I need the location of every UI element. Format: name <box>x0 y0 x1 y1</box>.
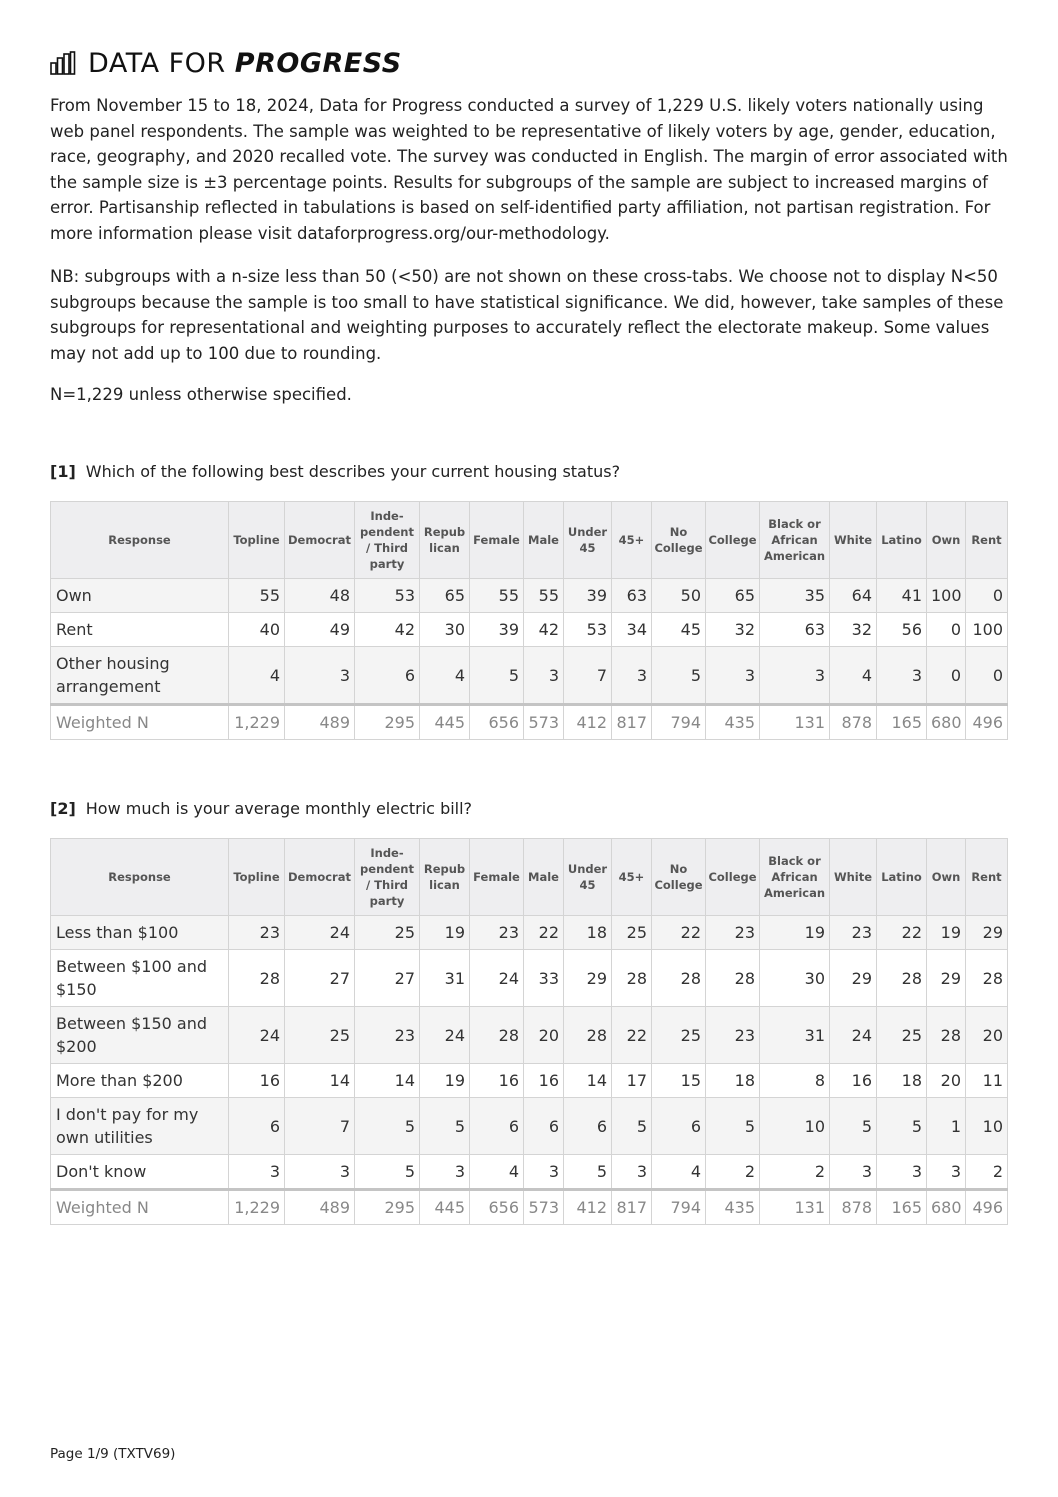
table-row <box>51 950 1008 1007</box>
table-row <box>51 647 1008 705</box>
table-cell: 7 <box>285 1098 355 1155</box>
table-cell: 64 <box>830 579 877 613</box>
table-cell: 42 <box>355 613 420 647</box>
table-cell: 445 <box>420 1190 470 1225</box>
table-cell: 5 <box>420 1098 470 1155</box>
table-cell: 28 <box>612 950 652 1007</box>
methodology-paragraph: From November 15 to 18, 2024, Data for Progress conducted a survey of 1,229 U.S. likely voters nationally using web panel respondents. The sample was weighted to be representative of likely voters by age, gender, education, race, geography, and 2020 recalled vote. The survey was conducted in English. The margin of error associated with the sample size is ±3 percentage points. Results for subgroups of the sample are subject to increased margins of error. Partisanship reflected in tabulations is based on self-identified party affiliation, not partisan registration. For more information please visit dataforprogress.org/our-methodology. <box>50 96 1008 243</box>
table-row <box>51 1064 1008 1098</box>
weighted-n-row <box>51 1190 1008 1225</box>
row-label: Other housing arrangement <box>51 647 229 705</box>
column-header: Latino <box>877 839 927 916</box>
table-cell: 27 <box>355 950 420 1007</box>
table-cell: 0 <box>927 647 966 705</box>
row-label: Rent <box>51 613 229 647</box>
table-cell: 4 <box>652 1155 706 1190</box>
table-cell: 878 <box>830 705 877 740</box>
row-label: Weighted N <box>51 705 229 740</box>
table-cell: 412 <box>564 705 612 740</box>
column-header: Female <box>470 502 524 579</box>
table-cell: 131 <box>760 1190 830 1225</box>
table-cell: 489 <box>285 1190 355 1225</box>
table-cell: 28 <box>706 950 760 1007</box>
table-cell: 3 <box>877 647 927 705</box>
table-cell: 5 <box>355 1155 420 1190</box>
table-cell: 24 <box>830 1007 877 1064</box>
table-cell: 656 <box>470 705 524 740</box>
table-cell: 3 <box>612 1155 652 1190</box>
table-cell: 65 <box>420 579 470 613</box>
table-cell: 4 <box>420 647 470 705</box>
table-cell: 15 <box>652 1064 706 1098</box>
table-cell: 35 <box>760 579 830 613</box>
table-cell: 34 <box>612 613 652 647</box>
table-cell: 19 <box>420 1064 470 1098</box>
table-cell: 29 <box>927 950 966 1007</box>
table-cell: 20 <box>966 1007 1008 1064</box>
table-cell: 6 <box>564 1098 612 1155</box>
table-cell: 10 <box>760 1098 830 1155</box>
weighted-n-row <box>51 705 1008 740</box>
table-cell: 817 <box>612 1190 652 1225</box>
row-label: Weighted N <box>51 1190 229 1225</box>
table-cell: 3 <box>524 1155 564 1190</box>
column-header: Inde-pendent / Third party <box>355 839 420 916</box>
table-cell: 817 <box>612 705 652 740</box>
table-cell: 50 <box>652 579 706 613</box>
table-cell: 3 <box>612 647 652 705</box>
table-cell: 100 <box>966 613 1008 647</box>
table-cell: 23 <box>706 1007 760 1064</box>
table-cell: 25 <box>652 1007 706 1064</box>
column-header: Female <box>470 839 524 916</box>
column-header: Topline <box>229 839 285 916</box>
table-cell: 16 <box>470 1064 524 1098</box>
table-cell: 55 <box>524 579 564 613</box>
column-header: Response <box>51 502 229 579</box>
column-header: Response <box>51 839 229 916</box>
table-cell: 55 <box>229 579 285 613</box>
table-cell: 24 <box>229 1007 285 1064</box>
table-cell: 45 <box>652 613 706 647</box>
column-header: No College <box>652 502 706 579</box>
table-cell: 18 <box>564 916 612 950</box>
brand-logo <box>50 48 402 78</box>
table-cell: 31 <box>760 1007 830 1064</box>
brand-name: DATA FOR PROGRESS <box>88 47 402 79</box>
table-cell: 496 <box>966 1190 1008 1225</box>
table-cell: 22 <box>524 916 564 950</box>
row-label: Don't know <box>51 1155 229 1190</box>
table-cell: 131 <box>760 705 830 740</box>
table-cell: 63 <box>612 579 652 613</box>
column-header: Own <box>927 839 966 916</box>
table-cell: 25 <box>285 1007 355 1064</box>
table-row <box>51 1007 1008 1064</box>
table-cell: 55 <box>470 579 524 613</box>
column-header: Rent <box>966 502 1008 579</box>
column-header: Black or African American <box>760 839 830 916</box>
table-cell: 28 <box>966 950 1008 1007</box>
table-row <box>51 1155 1008 1190</box>
column-header: Latino <box>877 502 927 579</box>
table-cell: 63 <box>760 613 830 647</box>
table-cell: 5 <box>830 1098 877 1155</box>
column-header: Male <box>524 839 564 916</box>
table-cell: 165 <box>877 1190 927 1225</box>
table-cell: 20 <box>524 1007 564 1064</box>
table-cell: 25 <box>877 1007 927 1064</box>
table-cell: 22 <box>612 1007 652 1064</box>
question-2-title: [2] How much is your average monthly electric bill? <box>50 799 473 818</box>
table-cell: 23 <box>830 916 877 950</box>
table-cell: 878 <box>830 1190 877 1225</box>
table-cell: 3 <box>830 1155 877 1190</box>
table-cell: 4 <box>830 647 877 705</box>
table-cell: 295 <box>355 1190 420 1225</box>
column-header: No College <box>652 839 706 916</box>
table-cell: 31 <box>420 950 470 1007</box>
table-cell: 29 <box>564 950 612 1007</box>
table-cell: 28 <box>927 1007 966 1064</box>
table-cell: 28 <box>229 950 285 1007</box>
table-cell: 165 <box>877 705 927 740</box>
column-header: 45+ <box>612 839 652 916</box>
table-cell: 5 <box>612 1098 652 1155</box>
table-cell: 2 <box>706 1155 760 1190</box>
table-cell: 41 <box>877 579 927 613</box>
table-cell: 5 <box>470 647 524 705</box>
table-cell: 680 <box>927 1190 966 1225</box>
table-cell: 28 <box>652 950 706 1007</box>
row-label: I don't pay for my own utilities <box>51 1098 229 1155</box>
column-header: Repub lican <box>420 839 470 916</box>
table-cell: 29 <box>966 916 1008 950</box>
table-cell: 28 <box>877 950 927 1007</box>
row-label: Less than $100 <box>51 916 229 950</box>
table-cell: 3 <box>706 647 760 705</box>
table-cell: 23 <box>706 916 760 950</box>
table-row <box>51 916 1008 950</box>
row-label: Between $150 and $200 <box>51 1007 229 1064</box>
column-header: College <box>706 839 760 916</box>
row-label: More than $200 <box>51 1064 229 1098</box>
table-header-row <box>51 502 1008 579</box>
table-cell: 1 <box>927 1098 966 1155</box>
table-cell: 6 <box>229 1098 285 1155</box>
table-row <box>51 579 1008 613</box>
table-cell: 435 <box>706 1190 760 1225</box>
row-label: Own <box>51 579 229 613</box>
column-header: Topline <box>229 502 285 579</box>
table-cell: 16 <box>830 1064 877 1098</box>
table-cell: 65 <box>706 579 760 613</box>
table-cell: 656 <box>470 1190 524 1225</box>
column-header: Democrat <box>285 839 355 916</box>
table-cell: 32 <box>706 613 760 647</box>
table-cell: 23 <box>355 1007 420 1064</box>
table-cell: 6 <box>524 1098 564 1155</box>
table-cell: 0 <box>927 613 966 647</box>
table-cell: 23 <box>470 916 524 950</box>
column-header: Repub lican <box>420 502 470 579</box>
table-cell: 3 <box>229 1155 285 1190</box>
table-cell: 20 <box>927 1064 966 1098</box>
table-cell: 5 <box>355 1098 420 1155</box>
table-cell: 25 <box>355 916 420 950</box>
table-cell: 1,229 <box>229 1190 285 1225</box>
table-cell: 3 <box>524 647 564 705</box>
table-cell: 56 <box>877 613 927 647</box>
table-cell: 100 <box>927 579 966 613</box>
column-header: White <box>830 502 877 579</box>
table-cell: 3 <box>877 1155 927 1190</box>
table-cell: 18 <box>877 1064 927 1098</box>
table-cell: 49 <box>285 613 355 647</box>
table-header-row <box>51 839 1008 916</box>
table-cell: 412 <box>564 1190 612 1225</box>
table-cell: 794 <box>652 705 706 740</box>
table-cell: 53 <box>355 579 420 613</box>
table-cell: 2 <box>966 1155 1008 1190</box>
table-cell: 295 <box>355 705 420 740</box>
table-cell: 435 <box>706 705 760 740</box>
table-cell: 10 <box>966 1098 1008 1155</box>
table-cell: 16 <box>524 1064 564 1098</box>
table-cell: 573 <box>524 705 564 740</box>
table-cell: 5 <box>652 647 706 705</box>
table-cell: 30 <box>420 613 470 647</box>
table-cell: 53 <box>564 613 612 647</box>
table-cell: 8 <box>760 1064 830 1098</box>
table-cell: 3 <box>420 1155 470 1190</box>
table-cell: 5 <box>877 1098 927 1155</box>
table-cell: 0 <box>966 647 1008 705</box>
table-cell: 19 <box>927 916 966 950</box>
table-cell: 29 <box>830 950 877 1007</box>
column-header: Democrat <box>285 502 355 579</box>
table-cell: 19 <box>760 916 830 950</box>
table-cell: 24 <box>420 1007 470 1064</box>
table-cell: 28 <box>470 1007 524 1064</box>
table-cell: 489 <box>285 705 355 740</box>
column-header: Own <box>927 502 966 579</box>
table-cell: 2 <box>760 1155 830 1190</box>
bar-chart-logo-icon <box>50 51 76 75</box>
table-cell: 5 <box>706 1098 760 1155</box>
table-row <box>51 613 1008 647</box>
table-cell: 445 <box>420 705 470 740</box>
table-cell: 19 <box>420 916 470 950</box>
table-cell: 496 <box>966 705 1008 740</box>
table-cell: 573 <box>524 1190 564 1225</box>
table-cell: 24 <box>285 916 355 950</box>
table-cell: 794 <box>652 1190 706 1225</box>
column-header: Inde-pendent / Third party <box>355 502 420 579</box>
column-header: Under 45 <box>564 839 612 916</box>
table-cell: 3 <box>285 647 355 705</box>
table-cell: 14 <box>355 1064 420 1098</box>
crosstab-table-q2 <box>50 838 1008 1225</box>
table-cell: 24 <box>470 950 524 1007</box>
table-cell: 3 <box>927 1155 966 1190</box>
subgroup-note-paragraph: NB: subgroups with a n-size less than 50 (<50) are not shown on these cross-tabs. We choose not to display N<50 subgroups because the sample is too small to have statistical significance. We did, however, take samples of these subgroups for representational and weighting purposes to accurately reflect the electorate makeup. Some values may not add up to 100 due to rounding. <box>50 267 1004 363</box>
table-cell: 11 <box>966 1064 1008 1098</box>
table-cell: 40 <box>229 613 285 647</box>
table-cell: 32 <box>830 613 877 647</box>
column-header: College <box>706 502 760 579</box>
table-cell: 4 <box>229 647 285 705</box>
table-cell: 14 <box>285 1064 355 1098</box>
table-cell: 3 <box>285 1155 355 1190</box>
table-cell: 3 <box>760 647 830 705</box>
column-header: Male <box>524 502 564 579</box>
table-cell: 25 <box>612 916 652 950</box>
page-footer: Page 1/9 (TXTV69) <box>50 1446 176 1462</box>
table-cell: 39 <box>564 579 612 613</box>
table-cell: 22 <box>652 916 706 950</box>
column-header: Under 45 <box>564 502 612 579</box>
column-header: White <box>830 839 877 916</box>
table-row <box>51 1098 1008 1155</box>
table-cell: 42 <box>524 613 564 647</box>
table-cell: 28 <box>564 1007 612 1064</box>
table-cell: 33 <box>524 950 564 1007</box>
table-cell: 39 <box>470 613 524 647</box>
table-cell: 30 <box>760 950 830 1007</box>
table-cell: 1,229 <box>229 705 285 740</box>
table-cell: 680 <box>927 705 966 740</box>
crosstab-table-q1 <box>50 501 1008 740</box>
table-cell: 6 <box>470 1098 524 1155</box>
sample-size-statement: N=1,229 unless otherwise specified. <box>50 385 352 404</box>
table-cell: 0 <box>966 579 1008 613</box>
table-cell: 27 <box>285 950 355 1007</box>
table-cell: 7 <box>564 647 612 705</box>
table-cell: 16 <box>229 1064 285 1098</box>
table-cell: 6 <box>652 1098 706 1155</box>
column-header: Black or African American <box>760 502 830 579</box>
table-cell: 22 <box>877 916 927 950</box>
column-header: Rent <box>966 839 1008 916</box>
row-label: Between $100 and $150 <box>51 950 229 1007</box>
table-cell: 6 <box>355 647 420 705</box>
table-cell: 17 <box>612 1064 652 1098</box>
table-cell: 14 <box>564 1064 612 1098</box>
question-1-title: [1] Which of the following best describes your current housing status? <box>50 462 621 481</box>
column-header: 45+ <box>612 502 652 579</box>
table-cell: 23 <box>229 916 285 950</box>
table-cell: 4 <box>470 1155 524 1190</box>
table-cell: 18 <box>706 1064 760 1098</box>
table-cell: 5 <box>564 1155 612 1190</box>
table-cell: 48 <box>285 579 355 613</box>
